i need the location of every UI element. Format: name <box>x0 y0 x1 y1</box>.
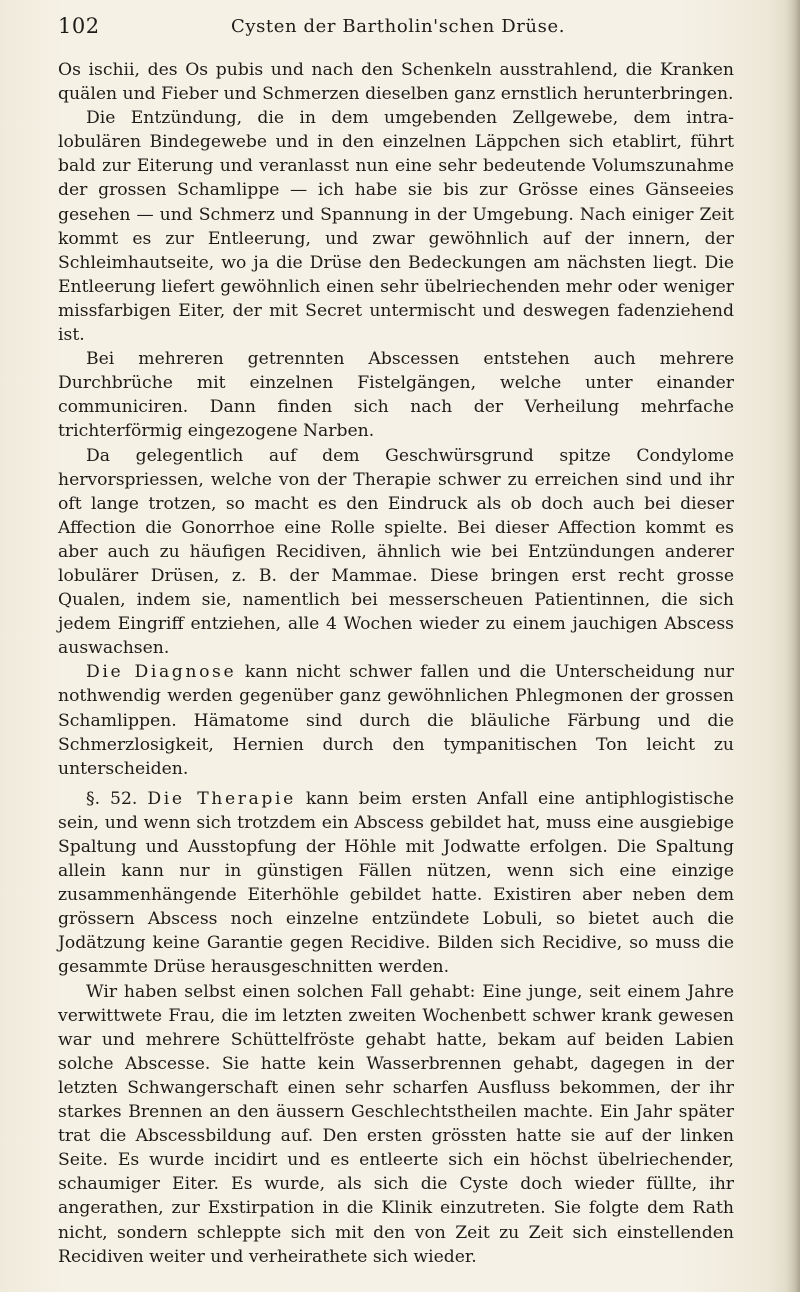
paragraph-condylomas: Da gelegentlich auf dem Geschwürsgrund spitze Condylome hervorspriessen, welche von der Therapie schwer zu erreichen sind und ihr oft lange trotzen, so macht es den Eindruck als ob doch auch bei dieser Affection die Gonorrhoe eine Rolle spielte. Bei dieser Affection kommt es aber auch zu häufigen Recidiven, ähnlich wie bei Entzündungen anderer lobulärer Drüsen, z. B. der Mammae. Diese bringen erst recht grosse Qualen, indem sie, namentlich bei messerscheuen Patientinnen, die sich jedem Eingriff entziehen, alle 4 Wochen wieder zu einem jauchigen Abscess auswachsen. <box>58 445 734 659</box>
section-number: §. 52. <box>86 788 148 809</box>
paragraph-inflammation: Die Entzündung, die in dem umgebenden Zellgewebe, dem intra-lobulären Bindegewebe und in den einzelnen Läppchen sich etablirt, führt bald zur Eiterung und veranlasst nun eine sehr bedeutende Volumszunahme der grossen Schamlippe — ich habe sie bis zur Grösse eines Gänseeies gesehen — und Schmerz und Spannung in der Umgebung. Nach einiger Zeit kommt es zur Entleerung, und zwar gewöhnlich auf der innern, der Schleimhautseite, wo ja die Drüse den Bedeckungen am nächsten liegt. Die Entleerung liefert gewöhnlich einen sehr übelriechenden mehr oder weniger missfarbigen Eiter, der mit Secret untermischt und deswegen fadenziehend ist. <box>58 108 734 346</box>
page-header <box>58 14 738 42</box>
therapy-heading: Die Therapie <box>147 788 296 809</box>
diagnosis-text: kann nicht schwer fallen und die Unterscheidung nur nothwendig werden gegenüber ganz gewöhnlichen Phlegmonen der grossen Schamlippen. Hämatome sind durch die bläuliche Färbung und die Schmerzlosigkeit, Hernien durch den tympanitischen Ton leicht zu unterscheiden. <box>58 662 734 779</box>
body-text <box>58 58 734 1269</box>
paragraph-continuation: Os ischii, des Os pubis und nach den Schenkeln ausstrahlend, die Kranken quälen und Fieber und Schmerzen dieselben ganz ernstlich herunterbringen. <box>58 60 734 105</box>
page-number: 102 <box>58 14 100 38</box>
running-title: Cysten der Bartholin'schen Drüse. <box>230 16 566 37</box>
page-edge-shadow <box>786 0 800 1292</box>
paragraph-abscesses: Bei mehreren getrennten Abscessen entstehen auch mehrere Durchbrüche mit einzelnen Fistelgängen, welche unter einander communiciren. Dann finden sich nach der Verheilung mehrfache trichterförmig eingezogene Narben. <box>58 349 734 442</box>
paragraph-diagnosis <box>58 660 734 780</box>
diagnosis-heading: Die Diagnose <box>86 662 237 683</box>
paragraph-therapy <box>58 787 734 980</box>
paragraph-case-report: Wir haben selbst einen solchen Fall gehabt: Eine junge, seit einem Jahre verwittwete Frau, die im letzten zweiten Wochenbett schwer krank gewesen war und mehrere Schüttelfröste gehabt hatte, bekam auf beiden Labien solche Abscesse. Sie hatte kein Wasserbrennen gehabt, dagegen in der letzten Schwangerschaft einen sehr scharfen Ausfluss bekommen, der ihr starkes Brennen an den äussern Geschlechtstheilen machte. Ein Jahr später trat die Abscessbildung auf. Den ersten grössten hatte sie auf der linken Seite. Es wurde incidirt und es entleerte sich ein höchst übelriechender, schaumiger Eiter. Es wurde, als sich die Cyste doch wieder füllte, ihr angerathen, zur Exstirpation in die Klinik einzutreten. Sie folgte dem Rath nicht, sondern schleppte sich mit den von Zeit zu Zeit sich einstellenden Recidiven weiter und verheirathete sich wieder. <box>58 981 734 1267</box>
therapy-text: kann beim ersten Anfall eine antiphlogistische sein, und wenn sich trotzdem ein Abscess gebildet hat, muss eine ausgiebige Spaltung und Ausstopfung der Höhle mit Jodwatte erfolgen. Die Spaltung allein kann nur in günstigen Fällen nützen, wenn sich eine einzige zusammenhängende Eiterhöhle gebildet hatte. Existiren aber neben dem grössern Abscess noch einzelne entzündete Lobuli, so bietet auch die Jodätzung keine Garantie gegen Recidive. Bilden sich Recidive, so muss die gesammte Drüse herausgeschnitten werden. <box>58 788 734 978</box>
